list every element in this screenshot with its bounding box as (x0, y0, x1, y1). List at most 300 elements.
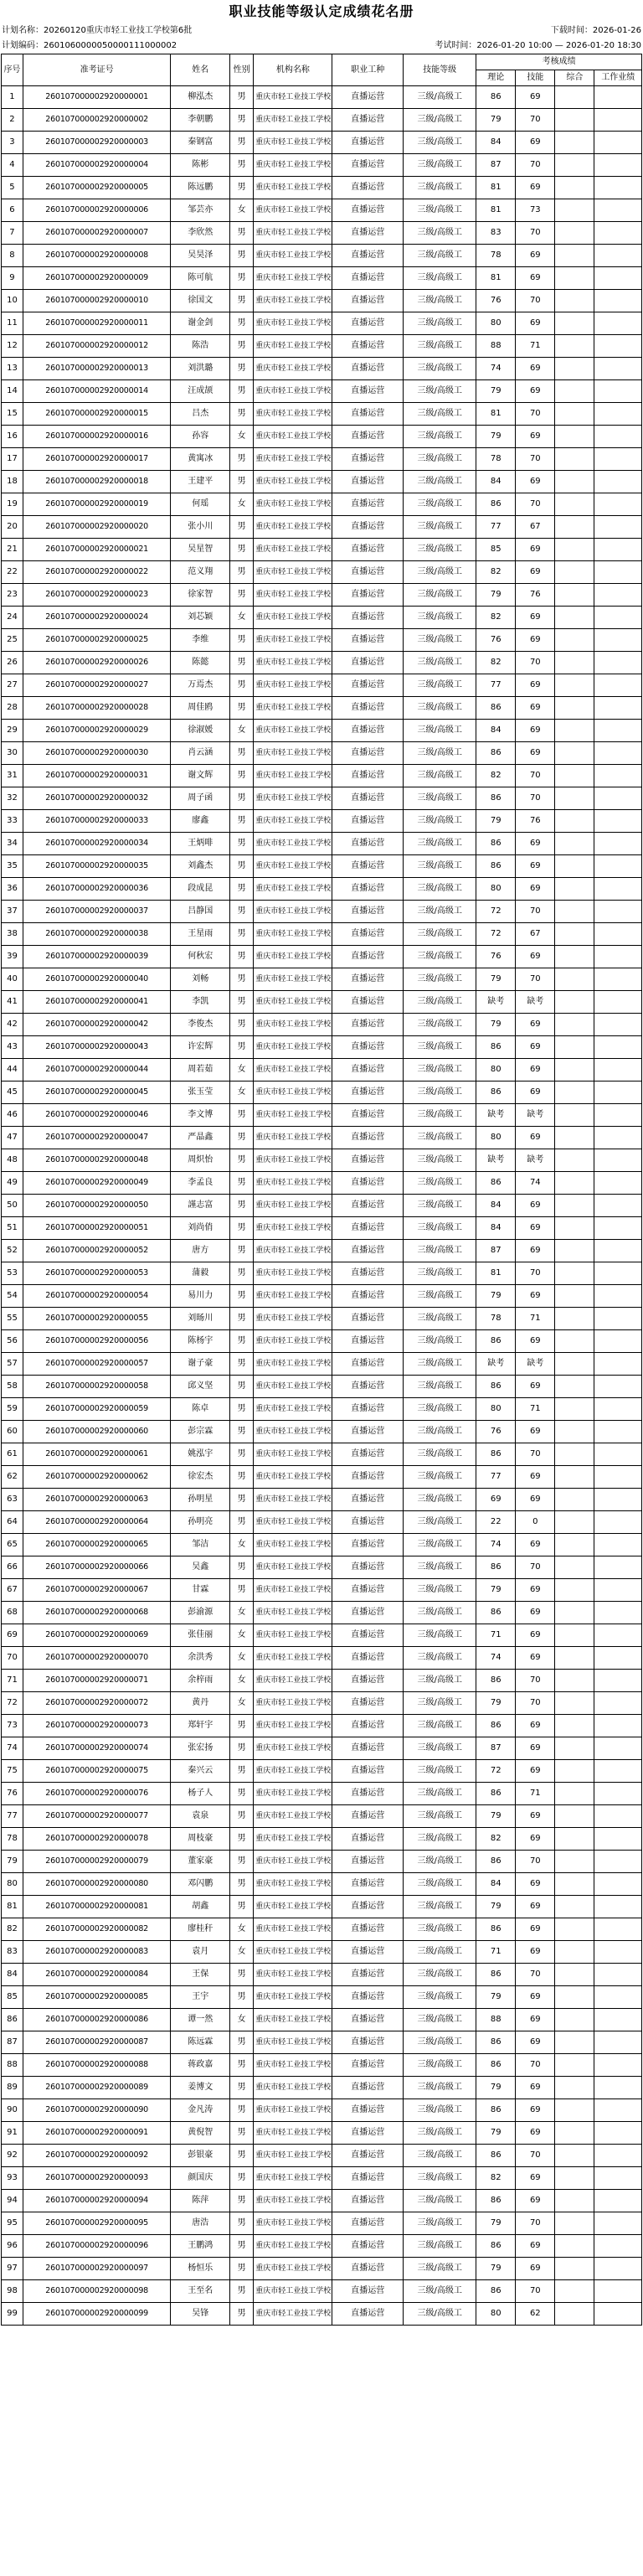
cell-org: 重庆市轻工业技工学校 (254, 448, 332, 471)
cell-gender: 男 (230, 697, 254, 720)
cell-no: 7 (2, 222, 23, 245)
cell-job: 直播运营 (332, 471, 404, 493)
cell-theory: 86 (476, 2235, 516, 2258)
cell-gender: 男 (230, 1828, 254, 1851)
cell-gender: 男 (230, 2235, 254, 2258)
cell-gender: 女 (230, 2009, 254, 2031)
cell-level: 三级/高级工 (404, 2212, 476, 2235)
page-title: 职业技能等级认定成绩花名册 (229, 3, 414, 19)
cell-no: 69 (2, 1624, 23, 1647)
cell-work (594, 1466, 642, 1489)
cell-theory: 84 (476, 132, 516, 154)
cell-gender: 男 (230, 561, 254, 584)
cell-gender: 男 (230, 1398, 254, 1421)
cell-no: 55 (2, 1308, 23, 1330)
cell-theory: 86 (476, 1082, 516, 1104)
cell-level: 三级/高级工 (404, 403, 476, 426)
cell-job: 直播运营 (332, 765, 404, 787)
cell-no: 82 (2, 1918, 23, 1941)
cell-job: 直播运营 (332, 312, 404, 335)
cell-org: 重庆市轻工业技工学校 (254, 810, 332, 833)
cell-skill: 67 (516, 923, 555, 946)
cell-gender: 男 (230, 1715, 254, 1737)
cell-level: 三级/高级工 (404, 335, 476, 358)
table-row (2, 471, 642, 493)
cell-cert: 260107000002920000060 (23, 1421, 171, 1443)
cell-org: 重庆市轻工业技工学校 (254, 516, 332, 539)
cell-theory: 74 (476, 1647, 516, 1670)
cell-skill: 70 (516, 787, 555, 810)
table-row (2, 1398, 642, 1421)
cell-gender: 男 (230, 1443, 254, 1466)
table-row (2, 1149, 642, 1172)
cell-name: 谢子豪 (171, 1353, 230, 1376)
cell-gender: 女 (230, 607, 254, 629)
cell-overall (555, 2122, 594, 2145)
header-skill: 技能 (516, 70, 555, 86)
cell-job: 直播运营 (332, 403, 404, 426)
cell-org: 重庆市轻工业技工学校 (254, 267, 332, 290)
cell-theory: 22 (476, 1511, 516, 1534)
cell-level: 三级/高级工 (404, 2009, 476, 2031)
cell-theory: 82 (476, 1828, 516, 1851)
cell-job: 直播运营 (332, 1511, 404, 1534)
cell-cert: 260107000002920000055 (23, 1308, 171, 1330)
cell-cert: 260107000002920000061 (23, 1443, 171, 1466)
table-row (2, 2145, 642, 2167)
cell-no: 4 (2, 154, 23, 177)
cell-gender: 男 (230, 855, 254, 878)
cell-job: 直播运营 (332, 1760, 404, 1783)
cell-work (594, 267, 642, 290)
cell-job: 直播运营 (332, 448, 404, 471)
cell-job: 直播运营 (332, 154, 404, 177)
cell-work (594, 584, 642, 607)
cell-work (594, 878, 642, 901)
cell-skill: 70 (516, 222, 555, 245)
cell-no: 93 (2, 2167, 23, 2190)
cell-job: 直播运营 (332, 1285, 404, 1308)
cell-name: 秦兴云 (171, 1760, 230, 1783)
cell-theory: 80 (476, 878, 516, 901)
cell-level: 三级/高级工 (404, 1670, 476, 1692)
cell-level: 三级/高级工 (404, 1647, 476, 1670)
cell-gender: 男 (230, 2077, 254, 2099)
cell-theory: 86 (476, 2145, 516, 2167)
cell-no: 9 (2, 267, 23, 290)
cell-job: 直播运营 (332, 1624, 404, 1647)
cell-work (594, 1670, 642, 1692)
cell-overall (555, 1783, 594, 1805)
cell-overall (555, 1805, 594, 1828)
cell-org: 重庆市轻工业技工学校 (254, 607, 332, 629)
cell-theory: 86 (476, 1556, 516, 1579)
cell-org: 重庆市轻工业技工学校 (254, 2145, 332, 2167)
cell-no: 68 (2, 1602, 23, 1624)
cell-job: 直播运营 (332, 1579, 404, 1602)
cell-overall (555, 448, 594, 471)
cell-name: 邹洁 (171, 1534, 230, 1556)
table-row (2, 1421, 642, 1443)
cell-work (594, 403, 642, 426)
cell-work (594, 561, 642, 584)
table-row (2, 1330, 642, 1353)
cell-work (594, 1602, 642, 1624)
cell-work (594, 742, 642, 765)
cell-name: 颜国庆 (171, 2167, 230, 2190)
cell-skill: 69 (516, 1285, 555, 1308)
cell-skill: 69 (516, 1760, 555, 1783)
cell-name: 段成昆 (171, 878, 230, 901)
cell-gender: 男 (230, 2258, 254, 2280)
cell-level: 三级/高级工 (404, 855, 476, 878)
cell-theory: 86 (476, 1670, 516, 1692)
cell-org: 重庆市轻工业技工学校 (254, 335, 332, 358)
cell-theory: 82 (476, 765, 516, 787)
cell-org: 重庆市轻工业技工学校 (254, 923, 332, 946)
cell-org: 重庆市轻工业技工学校 (254, 358, 332, 380)
cell-skill: 69 (516, 358, 555, 380)
cell-job: 直播运营 (332, 335, 404, 358)
cell-org: 重庆市轻工业技工学校 (254, 132, 332, 154)
cell-theory: 86 (476, 787, 516, 810)
cell-org: 重庆市轻工业技工学校 (254, 901, 332, 923)
cell-job: 直播运营 (332, 1127, 404, 1149)
cell-level: 三级/高级工 (404, 878, 476, 901)
cell-no: 86 (2, 2009, 23, 2031)
cell-name: 袁月 (171, 1941, 230, 1964)
cell-gender: 男 (230, 1240, 254, 1262)
cell-no: 33 (2, 810, 23, 833)
cell-name: 王宇 (171, 1986, 230, 2009)
cell-work (594, 290, 642, 312)
cell-name: 廖桂秆 (171, 1918, 230, 1941)
cell-level: 三级/高级工 (404, 1149, 476, 1172)
cell-level: 三级/高级工 (404, 1715, 476, 1737)
cell-gender: 男 (230, 2280, 254, 2303)
table-row (2, 1059, 642, 1082)
cell-cert: 260107000002920000024 (23, 607, 171, 629)
cell-gender: 男 (230, 1964, 254, 1986)
cell-cert: 260107000002920000075 (23, 1760, 171, 1783)
cell-overall (555, 1534, 594, 1556)
cell-cert: 260107000002920000093 (23, 2167, 171, 2190)
table-header (2, 54, 642, 86)
cell-overall (555, 1398, 594, 1421)
cell-work (594, 901, 642, 923)
cell-job: 直播运营 (332, 991, 404, 1014)
cell-level: 三级/高级工 (404, 765, 476, 787)
cell-job: 直播运营 (332, 787, 404, 810)
cell-level: 三级/高级工 (404, 2145, 476, 2167)
cell-gender: 男 (230, 1489, 254, 1511)
cell-overall (555, 1082, 594, 1104)
cell-gender: 男 (230, 2212, 254, 2235)
cell-no: 15 (2, 403, 23, 426)
cell-gender: 男 (230, 1217, 254, 1240)
cell-org: 重庆市轻工业技工学校 (254, 1443, 332, 1466)
cell-work (594, 1624, 642, 1647)
table-row (2, 358, 642, 380)
cell-level: 三级/高级工 (404, 810, 476, 833)
cell-org: 重庆市轻工业技工学校 (254, 674, 332, 697)
cell-overall (555, 2077, 594, 2099)
cell-job: 直播运营 (332, 1376, 404, 1398)
cell-skill: 69 (516, 1896, 555, 1918)
table-row (2, 1172, 642, 1195)
cell-skill: 69 (516, 1647, 555, 1670)
cell-org: 重庆市轻工业技工学校 (254, 1036, 332, 1059)
cell-work (594, 2099, 642, 2122)
cell-overall (555, 584, 594, 607)
cell-job: 直播运营 (332, 1353, 404, 1376)
cell-work (594, 2009, 642, 2031)
cell-work (594, 1014, 642, 1036)
cell-job: 直播运营 (332, 1805, 404, 1828)
cell-name: 陈卓 (171, 1398, 230, 1421)
cell-overall (555, 561, 594, 584)
table-row (2, 1511, 642, 1534)
cell-org: 重庆市轻工业技工学校 (254, 1127, 332, 1149)
cell-gender: 男 (230, 335, 254, 358)
table-row (2, 561, 642, 584)
header-no: 序号 (2, 54, 23, 86)
cell-theory: 79 (476, 2122, 516, 2145)
cell-job: 直播运营 (332, 2077, 404, 2099)
cell-no: 66 (2, 1556, 23, 1579)
cell-job: 直播运营 (332, 810, 404, 833)
cell-cert: 260107000002920000031 (23, 765, 171, 787)
table-body (2, 86, 642, 2326)
cell-job: 直播运营 (332, 697, 404, 720)
cell-org: 重庆市轻工业技工学校 (254, 312, 332, 335)
cell-cert: 260107000002920000041 (23, 991, 171, 1014)
cell-level: 三级/高级工 (404, 1828, 476, 1851)
cell-work (594, 1421, 642, 1443)
cell-overall (555, 2009, 594, 2031)
cell-skill: 69 (516, 1941, 555, 1964)
cell-no: 6 (2, 199, 23, 222)
cell-org: 重庆市轻工业技工学校 (254, 199, 332, 222)
cell-skill: 69 (516, 312, 555, 335)
cell-level: 三级/高级工 (404, 2077, 476, 2099)
cell-level: 三级/高级工 (404, 1918, 476, 1941)
cell-gender: 男 (230, 1127, 254, 1149)
table-row (2, 1195, 642, 1217)
header-level: 技能等级 (404, 54, 476, 86)
cell-no: 79 (2, 1851, 23, 1873)
cell-work (594, 1443, 642, 1466)
cell-cert: 260107000002920000052 (23, 1240, 171, 1262)
cell-name: 謹志富 (171, 1195, 230, 1217)
cell-org: 重庆市轻工业技工学校 (254, 1308, 332, 1330)
cell-work (594, 199, 642, 222)
cell-overall (555, 1308, 594, 1330)
table-row (2, 1466, 642, 1489)
cell-name: 吴鑫 (171, 1556, 230, 1579)
cell-work (594, 1579, 642, 1602)
cell-gender: 女 (230, 720, 254, 742)
cell-level: 三级/高级工 (404, 1059, 476, 1082)
cell-skill: 69 (516, 607, 555, 629)
cell-cert: 260107000002920000085 (23, 1986, 171, 2009)
cell-job: 直播运营 (332, 1195, 404, 1217)
cell-overall (555, 1036, 594, 1059)
cell-skill: 缺考 (516, 991, 555, 1014)
cell-org: 重庆市轻工业技工学校 (254, 2167, 332, 2190)
cell-work (594, 1805, 642, 1828)
cell-name: 范义翔 (171, 561, 230, 584)
cell-theory: 80 (476, 1059, 516, 1082)
cell-org: 重庆市轻工业技工学校 (254, 1421, 332, 1443)
cell-job: 直播运营 (332, 2122, 404, 2145)
cell-work (594, 86, 642, 109)
cell-cert: 260107000002920000064 (23, 1511, 171, 1534)
cell-no: 8 (2, 245, 23, 267)
cell-no: 47 (2, 1127, 23, 1149)
cell-theory: 79 (476, 1986, 516, 2009)
cell-cert: 260107000002920000056 (23, 1330, 171, 1353)
cell-gender: 女 (230, 1692, 254, 1715)
cell-work (594, 312, 642, 335)
cell-job: 直播运营 (332, 1308, 404, 1330)
cell-work (594, 358, 642, 380)
cell-gender: 男 (230, 1149, 254, 1172)
cell-cert: 260107000002920000006 (23, 199, 171, 222)
cell-no: 95 (2, 2212, 23, 2235)
cell-gender: 女 (230, 1624, 254, 1647)
cell-work (594, 1149, 642, 1172)
cell-name: 周子函 (171, 787, 230, 810)
cell-gender: 男 (230, 968, 254, 991)
cell-skill: 67 (516, 516, 555, 539)
cell-overall (555, 290, 594, 312)
cell-org: 重庆市轻工业技工学校 (254, 1511, 332, 1534)
cell-skill: 69 (516, 1466, 555, 1489)
cell-work (594, 539, 642, 561)
cell-level: 三级/高级工 (404, 1579, 476, 1602)
cell-cert: 260107000002920000025 (23, 629, 171, 652)
cell-org: 重庆市轻工业技工学校 (254, 1737, 332, 1760)
cell-no: 52 (2, 1240, 23, 1262)
table-row (2, 109, 642, 132)
cell-overall (555, 1986, 594, 2009)
cell-skill: 70 (516, 403, 555, 426)
cell-cert: 260107000002920000096 (23, 2235, 171, 2258)
cell-no: 84 (2, 1964, 23, 1986)
cell-overall (555, 2212, 594, 2235)
cell-job: 直播运营 (332, 1059, 404, 1082)
cell-job: 直播运营 (332, 1489, 404, 1511)
cell-work (594, 2258, 642, 2280)
cell-work (594, 1737, 642, 1760)
cell-level: 三级/高级工 (404, 2190, 476, 2212)
cell-org: 重庆市轻工业技工学校 (254, 1692, 332, 1715)
cell-theory: 81 (476, 267, 516, 290)
cell-job: 直播运营 (332, 855, 404, 878)
cell-skill: 69 (516, 1737, 555, 1760)
table-row (2, 86, 642, 109)
cell-gender: 男 (230, 2031, 254, 2054)
cell-name: 黄丹 (171, 1692, 230, 1715)
cell-no: 87 (2, 2031, 23, 2054)
cell-skill: 76 (516, 810, 555, 833)
cell-name: 邓闪鹏 (171, 1873, 230, 1896)
cell-level: 三级/高级工 (404, 2280, 476, 2303)
cell-theory: 79 (476, 1014, 516, 1036)
cell-skill: 70 (516, 901, 555, 923)
cell-cert: 260107000002920000016 (23, 426, 171, 448)
cell-gender: 男 (230, 2145, 254, 2167)
cell-work (594, 1398, 642, 1421)
cell-theory: 71 (476, 1941, 516, 1964)
cell-skill: 74 (516, 1172, 555, 1195)
cell-no: 32 (2, 787, 23, 810)
cell-org: 重庆市轻工业技工学校 (254, 426, 332, 448)
header-theory: 理论 (476, 70, 516, 86)
cell-gender: 男 (230, 2054, 254, 2077)
cell-work (594, 1353, 642, 1376)
cell-name: 何瑶 (171, 493, 230, 516)
cell-name: 孙明星 (171, 1489, 230, 1511)
cell-work (594, 1873, 642, 1896)
cell-overall (555, 652, 594, 674)
cell-job: 直播运营 (332, 674, 404, 697)
cell-level: 三级/高级工 (404, 1489, 476, 1511)
cell-skill: 70 (516, 1443, 555, 1466)
cell-theory: 86 (476, 2031, 516, 2054)
cell-work (594, 1941, 642, 1964)
cell-overall (555, 1941, 594, 1964)
cell-work (594, 2212, 642, 2235)
cell-cert: 260107000002920000082 (23, 1918, 171, 1941)
cell-no: 16 (2, 426, 23, 448)
table-row (2, 426, 642, 448)
cell-gender: 男 (230, 833, 254, 855)
cell-theory: 84 (476, 1195, 516, 1217)
cell-job: 直播运营 (332, 1715, 404, 1737)
cell-level: 三级/高级工 (404, 471, 476, 493)
cell-gender: 男 (230, 154, 254, 177)
cell-name: 陈可航 (171, 267, 230, 290)
cell-cert: 260107000002920000029 (23, 720, 171, 742)
table-row (2, 1783, 642, 1805)
cell-job: 直播运营 (332, 742, 404, 765)
cell-overall (555, 426, 594, 448)
cell-gender: 男 (230, 1805, 254, 1828)
cell-job: 直播运营 (332, 1398, 404, 1421)
cell-job: 直播运营 (332, 516, 404, 539)
cell-job: 直播运营 (332, 1217, 404, 1240)
cell-overall (555, 1715, 594, 1737)
cell-theory: 86 (476, 1964, 516, 1986)
cell-work (594, 2145, 642, 2167)
cell-level: 三级/高级工 (404, 697, 476, 720)
table-row (2, 991, 642, 1014)
cell-cert: 260107000002920000081 (23, 1896, 171, 1918)
cell-name: 王保 (171, 1964, 230, 1986)
cell-overall (555, 1443, 594, 1466)
table-row (2, 1692, 642, 1715)
cell-job: 直播运营 (332, 2009, 404, 2031)
cell-name: 蒲毅 (171, 1262, 230, 1285)
cell-no: 45 (2, 1082, 23, 1104)
cell-overall (555, 697, 594, 720)
cell-cert: 260107000002920000073 (23, 1715, 171, 1737)
cell-gender: 男 (230, 1466, 254, 1489)
cell-theory: 88 (476, 2009, 516, 2031)
cell-org: 重庆市轻工业技工学校 (254, 1986, 332, 2009)
